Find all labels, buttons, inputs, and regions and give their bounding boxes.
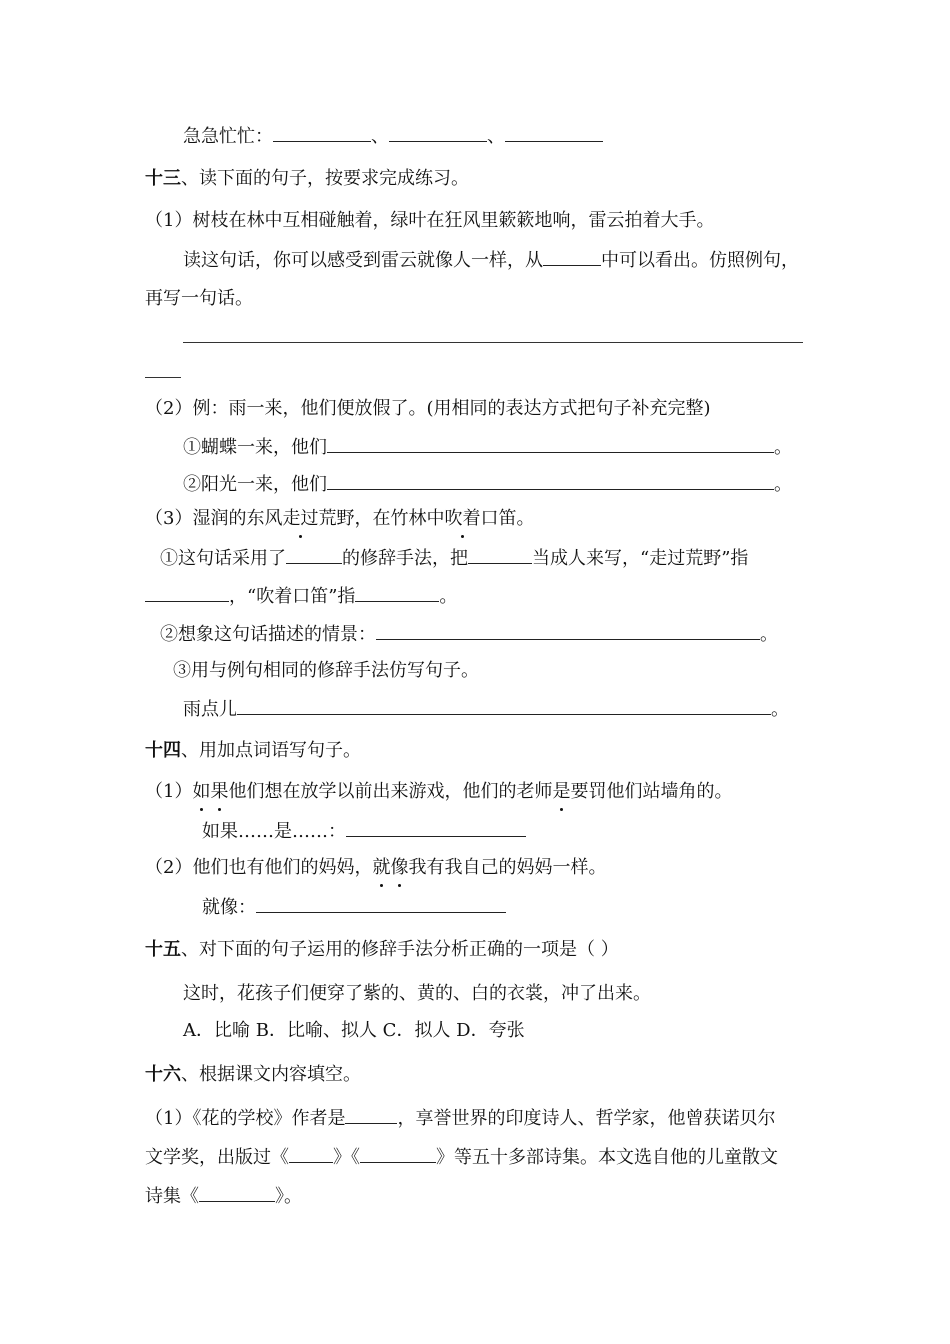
emphasis-dot-word: 走过	[282, 508, 319, 529]
q14-sentence-2: （2）他们也有他们的妈妈，就像我有我自己的妈妈一样。	[145, 857, 607, 878]
answer-blank[interactable]	[543, 248, 601, 266]
q13-sentence-1: （1）树枝在林中互相碰触着，绿叶在狂风里簌簌地响，雷云拍着大手。	[145, 210, 715, 231]
q13-2-b: ②阳光一来，他们 。	[183, 474, 792, 495]
section-13-heading: 十三、读下面的句子，按要求完成练习。	[145, 168, 469, 189]
answer-blank[interactable]	[389, 124, 487, 142]
q16-line-3: 诗集《 》。	[145, 1186, 302, 1207]
q13-3-q2: ②想象这句话描述的情景： 。	[160, 624, 778, 645]
answer-blank[interactable]	[346, 819, 526, 837]
q14-sentence-1: （1）如果他们想在放学以前出来游戏，他们的老师是要罚他们站墙角的。	[145, 781, 733, 802]
answer-blank[interactable]	[145, 584, 229, 602]
answer-blank[interactable]	[237, 697, 771, 715]
q13-1-prompt: 读这句话，你可以感受到雷云就像人一样，从 中可以看出。仿照例句，	[183, 250, 799, 271]
answer-blank[interactable]	[505, 124, 603, 142]
emphasis-dot-word: 如	[192, 781, 211, 802]
q14-answer-2: 就像：	[202, 895, 506, 920]
emphasis-dot-word: 是	[552, 781, 571, 802]
q13-3-sentence: （3）湿润的东风走过荒野，在竹林中吹着口笛。	[145, 508, 535, 529]
emphasis-dot-word: 像	[390, 857, 409, 878]
q13-3-q1-cont: ，“吹着口笛”指 。	[145, 584, 457, 609]
jiji-line: 急急忙忙： 、 、	[183, 124, 603, 149]
answer-blank[interactable]	[199, 1184, 275, 1202]
jiji-label: 急急忙忙：	[183, 126, 273, 147]
section-15-heading: 十五、对下面的句子运用的修辞手法分析正确的一项是（ ）	[145, 939, 619, 960]
q13-3-q3: ③用与例句相同的修辞手法仿写句子。	[173, 660, 479, 681]
answer-blank[interactable]	[345, 1106, 397, 1124]
q13-2-intro: （2）例：雨一来，他们便放假了。(用相同的表达方式把句子补充完整)	[145, 398, 711, 419]
q13-2-a: ①蝴蝶一来，他们 。	[183, 437, 792, 458]
q15-options: A．比喻 B．比喻、拟人 C．拟人 D．夸张	[183, 1020, 525, 1041]
section-16-heading: 十六、根据课文内容填空。	[145, 1064, 361, 1085]
emphasis-dot-word: 吹着	[444, 508, 481, 529]
answer-line-tail[interactable]	[145, 377, 181, 378]
answer-blank[interactable]	[327, 435, 774, 453]
q14-answer-1: 如果……是……：	[202, 819, 526, 844]
q13-3-q1: ①这句话采用了 的修辞手法，把 当成人来写，“走过荒野”指	[160, 548, 749, 569]
emphasis-dot-word: 就	[372, 857, 391, 878]
answer-blank[interactable]	[360, 1145, 436, 1163]
answer-blank[interactable]	[273, 124, 371, 142]
answer-blank[interactable]	[289, 1145, 333, 1163]
answer-blank[interactable]	[286, 546, 342, 564]
q13-1-prompt-cont: 再写一句话。	[145, 288, 253, 309]
answer-line[interactable]	[183, 342, 803, 343]
q13-3-q3-line: 雨点儿 。	[183, 699, 789, 720]
answer-blank[interactable]	[468, 546, 532, 564]
section-14-heading: 十四、用加点词语写句子。	[145, 740, 361, 761]
answer-blank[interactable]	[355, 584, 439, 602]
emphasis-dot-word: 果	[210, 781, 229, 802]
answer-blank[interactable]	[256, 895, 506, 913]
q16-line-1: （1）《花的学校》作者是 ，享誉世界的印度诗人、哲学家，他曾获诺贝尔	[145, 1108, 776, 1129]
answer-blank[interactable]	[327, 472, 774, 490]
q16-line-2: 文学奖，出版过《 》《 》等五十多部诗集。本文选自他的儿童散文	[145, 1147, 778, 1168]
answer-blank[interactable]	[376, 622, 760, 640]
q15-sentence: 这时，花孩子们便穿了紫的、黄的、白的衣裳，冲了出来。	[183, 983, 651, 1004]
